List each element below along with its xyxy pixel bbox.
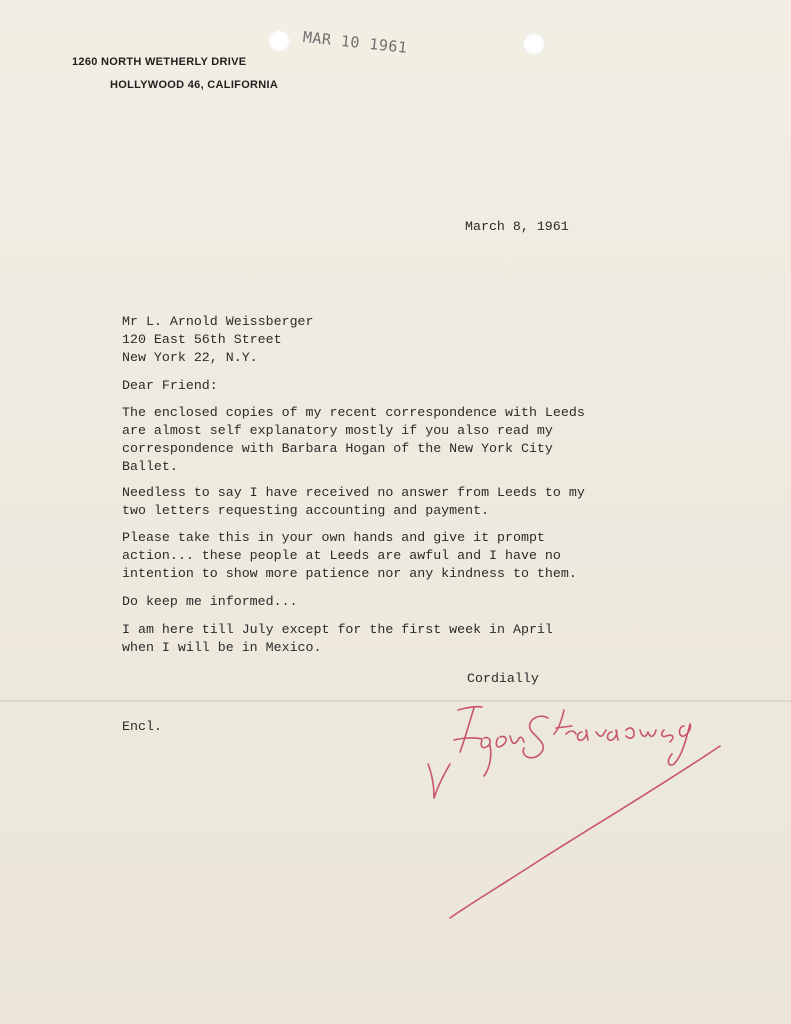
paragraph-line: The enclosed copies of my recent correspondence with Leeds [122, 405, 585, 420]
paragraph-line: Please take this in your own hands and give it prompt [122, 530, 545, 545]
paragraph-line: are almost self explanatory mostly if you also read my [122, 423, 553, 438]
received-date-stamp: MAR 10 1961 [302, 28, 409, 57]
paragraph-1 [122, 404, 585, 476]
signature-drawing [420, 690, 740, 930]
recipient-name: Mr L. Arnold Weissberger [122, 314, 314, 329]
paragraph-4 [122, 593, 298, 611]
paragraph-line: Do keep me informed... [122, 594, 298, 609]
paragraph-line: when I will be in Mexico. [122, 640, 322, 655]
paragraph-line: I am here till July except for the first week in April [122, 622, 553, 637]
paragraph-line: intention to show more patience nor any kindness to them. [122, 566, 577, 581]
punch-hole-left [268, 30, 290, 52]
paragraph-line: Ballet. [122, 459, 178, 474]
letter-date: March 8, 1961 [465, 219, 569, 234]
closing: Cordially [467, 671, 539, 686]
paragraph-2 [122, 484, 585, 520]
paragraph-5 [122, 621, 553, 657]
recipient-street: 120 East 56th Street [122, 332, 282, 347]
paragraph-3 [122, 529, 577, 583]
letterhead-city: HOLLYWOOD 46, CALIFORNIA [110, 79, 279, 91]
paragraph-line: action... these people at Leeds are awful and I have no [122, 548, 561, 563]
recipient-city: New York 22, N.Y. [122, 350, 258, 365]
punch-hole-right [523, 33, 545, 55]
paragraph-line: two letters requesting accounting and payment. [122, 503, 490, 518]
enclosure-note: Encl. [122, 719, 162, 734]
paragraph-line: Needless to say I have received no answer from Leeds to my [122, 485, 585, 500]
letterhead-street: 1260 NORTH WETHERLY DRIVE [72, 56, 247, 68]
salutation: Dear Friend: [122, 378, 218, 393]
paragraph-line: correspondence with Barbara Hogan of the New York City [122, 441, 553, 456]
